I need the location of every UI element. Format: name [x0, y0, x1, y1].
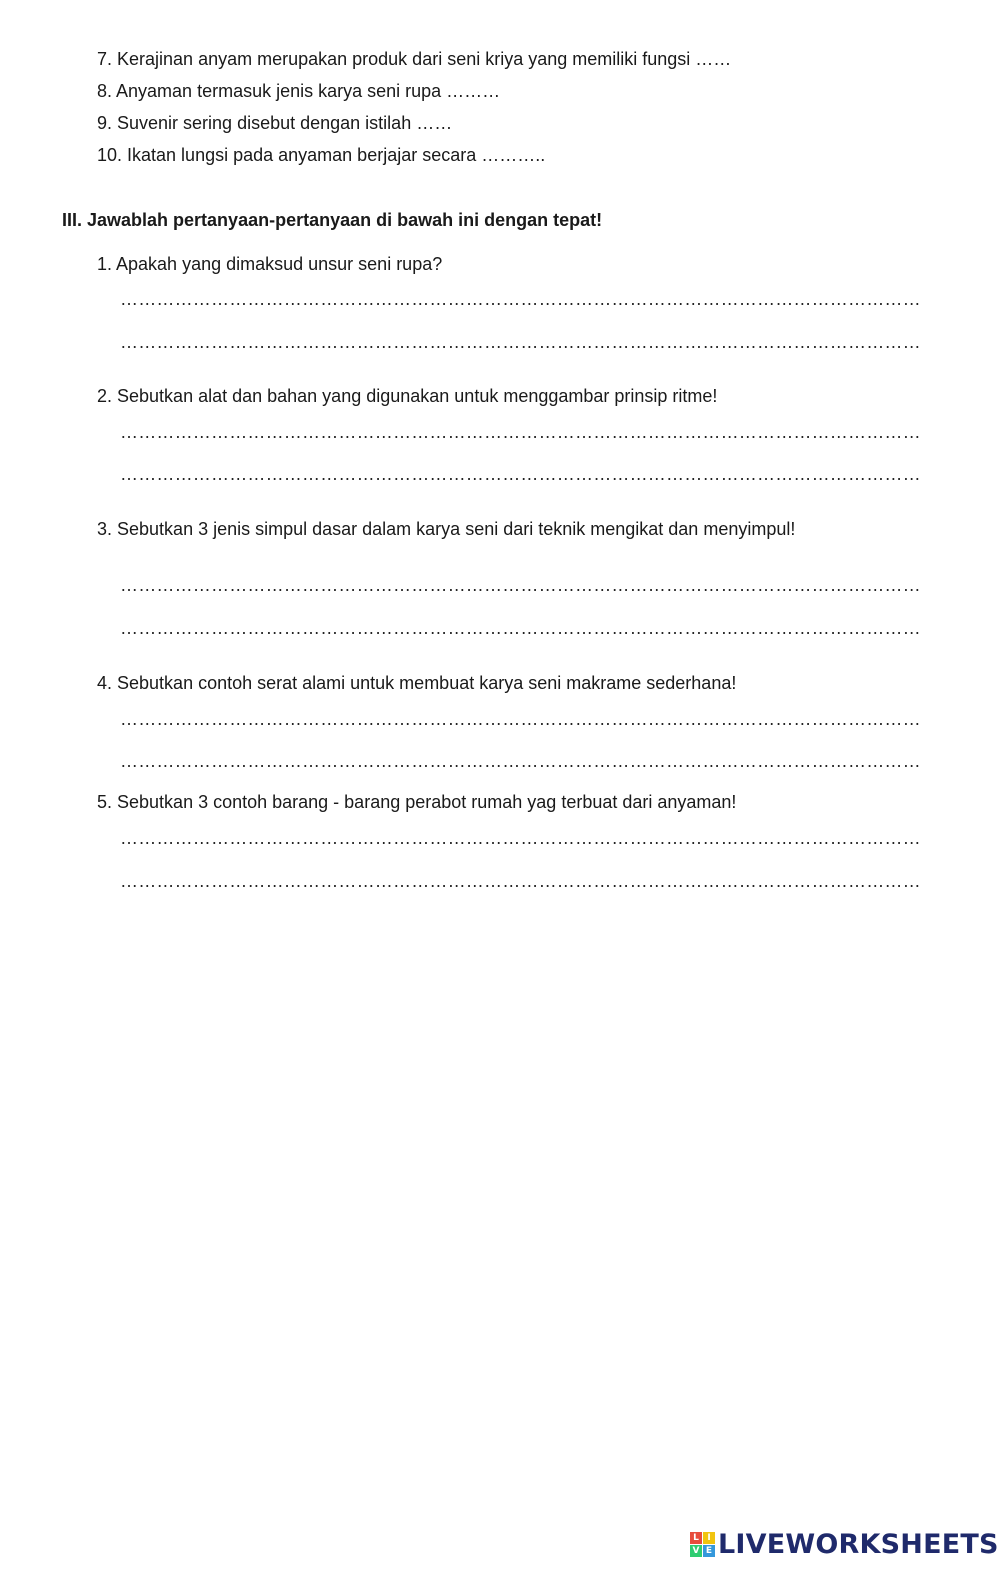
answer-3-line-2-input[interactable]: [120, 617, 932, 639]
answer-4-line-2-input[interactable]: [120, 750, 932, 772]
answer-5-line-2-input[interactable]: [120, 870, 932, 892]
liveworksheets-logo[interactable]: [690, 1527, 999, 1561]
answer-dotted-line: ……………………………………………………………………………………………………………………: [120, 828, 921, 848]
answer-5-line-2[interactable]: [120, 870, 932, 892]
answer-dotted-line: ……………………………………………………………………………………………………………………: [120, 332, 921, 352]
answer-3-line-2[interactable]: [120, 617, 932, 639]
fill-in-item-9: 9. Suvenir sering disebut dengan istilah ……: [97, 113, 453, 133]
answer-1-line-2-input[interactable]: [120, 331, 932, 353]
answer-dotted-line: ……………………………………………………………………………………………………………………: [120, 422, 921, 442]
logo-tile-i: I: [703, 1532, 715, 1544]
answer-dotted-line: ……………………………………………………………………………………………………………………: [120, 709, 921, 729]
logo-tile-e: E: [703, 1545, 715, 1557]
answer-1-line-1-input[interactable]: [120, 288, 932, 310]
answer-2-line-1[interactable]: [120, 421, 932, 443]
answer-dotted-line: ……………………………………………………………………………………………………………………: [120, 618, 921, 638]
fill-in-item-10: 10. Ikatan lungsi pada anyaman berjajar secara ………..: [97, 145, 546, 165]
logo-tile-v: V: [690, 1545, 702, 1557]
answer-1-line-1[interactable]: [120, 288, 932, 310]
answer-2-line-1-input[interactable]: [120, 421, 932, 443]
answer-dotted-line: ……………………………………………………………………………………………………………………: [120, 464, 921, 484]
question-3: 3. Sebutkan 3 jenis simpul dasar dalam karya seni dari teknik mengikat dan menyimpul!: [97, 519, 796, 539]
answer-4-line-1-input[interactable]: [120, 708, 932, 730]
answer-3-line-1[interactable]: [120, 574, 932, 596]
answer-dotted-line: ……………………………………………………………………………………………………………………: [120, 575, 921, 595]
answer-dotted-line: ……………………………………………………………………………………………………………………: [120, 289, 921, 309]
answer-2-line-2-input[interactable]: [120, 463, 932, 485]
question-2: 2. Sebutkan alat dan bahan yang digunakan untuk menggambar prinsip ritme!: [97, 386, 718, 406]
logo-tile-l: L: [690, 1532, 702, 1544]
fill-in-item-7: 7. Kerajinan anyam merupakan produk dari seni kriya yang memiliki fungsi ……: [97, 49, 732, 69]
fill-in-item-8: 8. Anyaman termasuk jenis karya seni rupa ………: [97, 81, 501, 101]
answer-4-line-1[interactable]: [120, 708, 932, 730]
answer-dotted-line: ……………………………………………………………………………………………………………………: [120, 751, 921, 771]
question-4: 4. Sebutkan contoh serat alami untuk membuat karya seni makrame sederhana!: [97, 673, 737, 693]
answer-2-line-2[interactable]: [120, 463, 932, 485]
question-5: 5. Sebutkan 3 contoh barang - barang perabot rumah yag terbuat dari anyaman!: [97, 792, 737, 812]
answer-4-line-2[interactable]: [120, 750, 932, 772]
answer-5-line-1-input[interactable]: [120, 827, 932, 849]
answer-1-line-2[interactable]: [120, 331, 932, 353]
answer-3-line-1-input[interactable]: [120, 574, 932, 596]
answer-dotted-line: ……………………………………………………………………………………………………………………: [120, 871, 921, 891]
question-1: 1. Apakah yang dimaksud unsur seni rupa?: [97, 254, 443, 274]
liveworksheets-logo-text: LIVEWORKSHEETS: [718, 1528, 999, 1560]
liveworksheets-logo-icon: [690, 1532, 715, 1557]
section-3-heading: III. Jawablah pertanyaan-pertanyaan di bawah ini dengan tepat!: [62, 210, 603, 230]
answer-5-line-1[interactable]: [120, 827, 932, 849]
